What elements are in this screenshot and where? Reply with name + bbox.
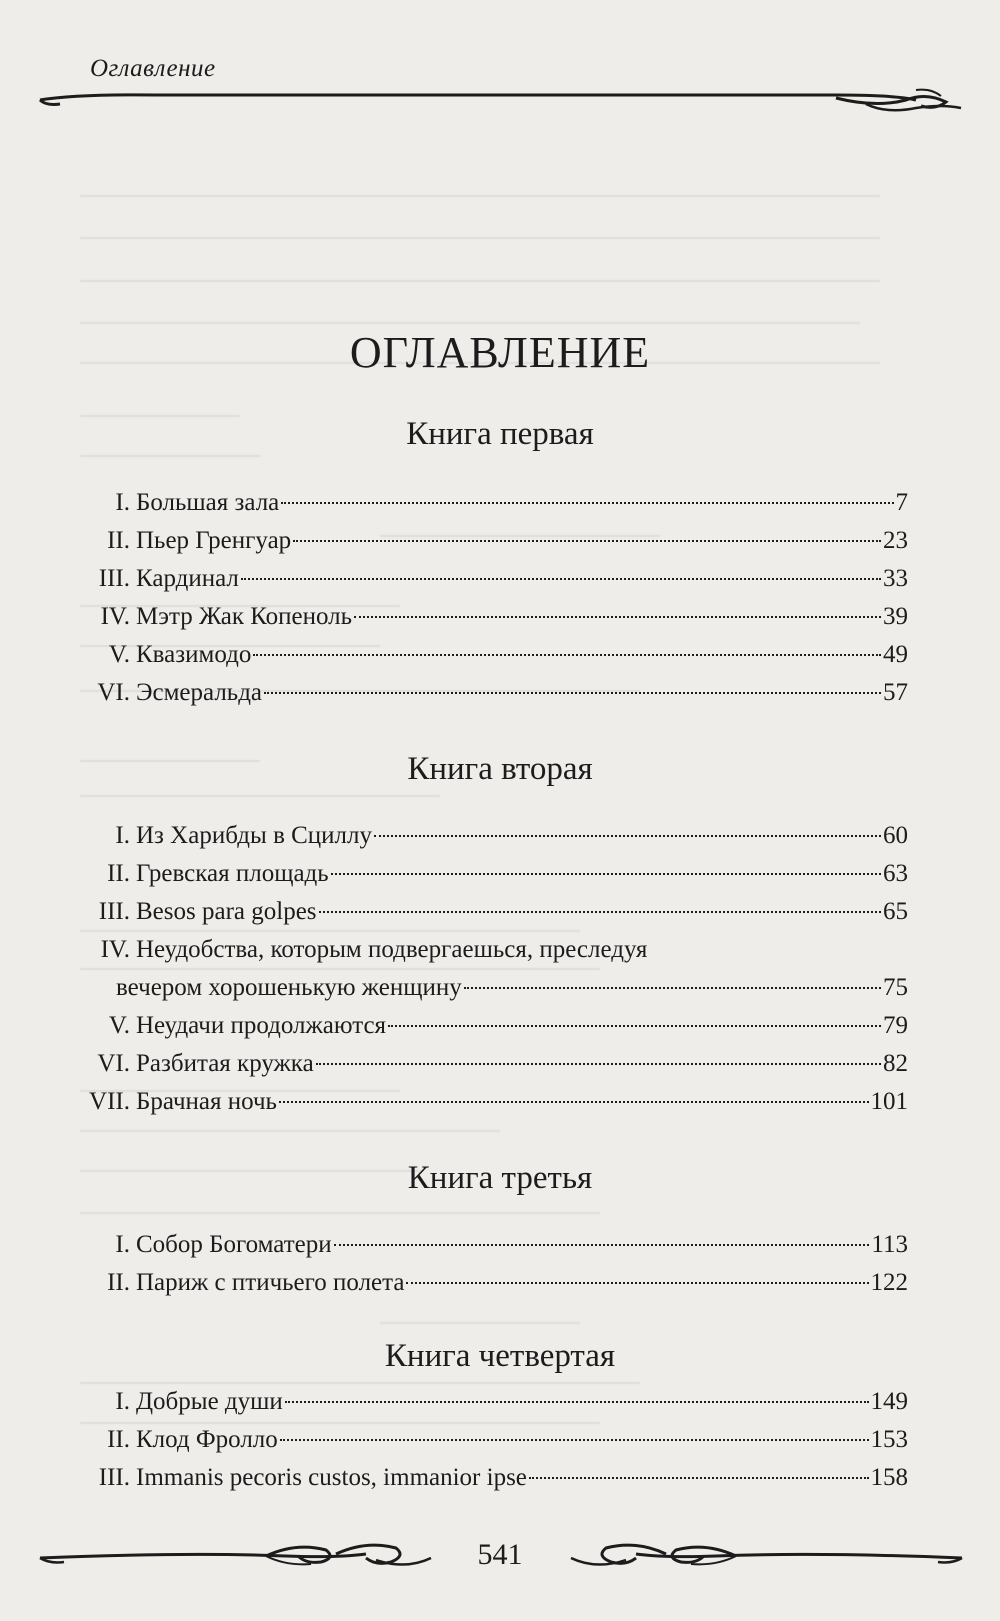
header-ornamental-rule xyxy=(36,86,966,116)
chapter-number: I. xyxy=(115,1388,130,1415)
chapter-title: Кардинал xyxy=(136,565,239,592)
dot-leader xyxy=(529,1477,869,1479)
chapter-title: Мэтр Жак Копеноль xyxy=(136,603,353,630)
chapter-number: V. xyxy=(108,1012,130,1039)
chapter-number: III. xyxy=(98,1464,130,1491)
chapter-page: 7 xyxy=(895,489,908,516)
chapter-number: III. xyxy=(98,898,130,925)
chapter-number: IV. xyxy=(100,936,130,963)
chapter-number: I. xyxy=(115,822,130,849)
toc-entry[interactable] xyxy=(70,1387,908,1419)
toc-entry[interactable] xyxy=(70,935,908,967)
chapter-page: 158 xyxy=(870,1464,908,1491)
chapter-title: Гревская площадь xyxy=(136,860,329,887)
toc-entry[interactable] xyxy=(70,859,908,891)
chapter-number: V. xyxy=(108,641,130,668)
chapter-title: Besos para golpes xyxy=(136,898,317,925)
running-head: Оглавление xyxy=(90,55,216,82)
chapter-number: VII. xyxy=(89,1088,130,1115)
chapter-page: 75 xyxy=(883,974,908,1001)
chapter-title: Пьер Гренгуар xyxy=(136,527,292,554)
chapter-page: 122 xyxy=(870,1269,908,1296)
chapter-number: I. xyxy=(115,489,130,516)
dot-leader xyxy=(293,540,881,542)
dot-leader xyxy=(388,1025,881,1027)
chapter-title: Собор Богоматери xyxy=(136,1231,332,1258)
chapter-title: Брачная ночь xyxy=(136,1088,277,1115)
dot-leader xyxy=(331,873,881,875)
chapter-title: Из Харибды в Сциллу xyxy=(136,822,373,849)
toc-entry[interactable] xyxy=(70,1230,908,1262)
dot-leader xyxy=(241,578,881,580)
chapter-title: Клод Фролло xyxy=(136,1426,278,1453)
chapter-number: II. xyxy=(107,1426,130,1453)
dot-leader xyxy=(319,911,881,913)
dot-leader xyxy=(253,654,881,656)
chapter-title: Неудобства, которым подвергаешься, преследуя xyxy=(136,936,648,963)
page-number: 541 xyxy=(477,1538,523,1571)
dot-leader xyxy=(374,835,881,837)
chapter-title: Неудачи продолжаются xyxy=(136,1012,387,1039)
chapter-title: Большая зала xyxy=(136,489,280,516)
chapter-page: 65 xyxy=(883,898,908,925)
toc-entry[interactable] xyxy=(70,1011,908,1043)
toc-entry[interactable] xyxy=(70,526,908,558)
dot-leader xyxy=(316,1063,881,1065)
chapter-page: 101 xyxy=(870,1088,908,1115)
chapter-title: Эсмеральда xyxy=(136,679,263,706)
book-heading: Книга первая xyxy=(406,416,594,452)
toc-entry[interactable] xyxy=(70,602,908,634)
chapter-page: 33 xyxy=(883,565,908,592)
toc-entry-continuation[interactable] xyxy=(116,973,908,1005)
dot-leader xyxy=(279,1101,869,1103)
dot-leader xyxy=(280,1439,869,1441)
toc-entry[interactable] xyxy=(70,1087,908,1119)
chapter-title: Квазимодо xyxy=(136,641,252,668)
chapter-page: 60 xyxy=(883,822,908,849)
toc-entry[interactable] xyxy=(70,678,908,710)
chapter-number: II. xyxy=(107,860,130,887)
toc-entry[interactable] xyxy=(70,488,908,520)
toc-entry[interactable] xyxy=(70,1268,908,1300)
dot-leader xyxy=(264,692,881,694)
toc-entry[interactable] xyxy=(70,640,908,672)
chapter-page: 23 xyxy=(883,527,908,554)
chapter-number: IV. xyxy=(100,603,130,630)
toc-entry[interactable] xyxy=(70,897,908,929)
chapter-page: 79 xyxy=(883,1012,908,1039)
chapter-page: 149 xyxy=(870,1388,908,1415)
dot-leader xyxy=(406,1282,868,1284)
chapter-number: III. xyxy=(98,565,130,592)
chapter-number: I. xyxy=(115,1231,130,1258)
book-heading: Книга вторая xyxy=(407,751,593,787)
chapter-number: II. xyxy=(107,1269,130,1296)
book-heading: Книга четвертая xyxy=(384,1338,616,1374)
book-heading: Книга третья xyxy=(407,1160,593,1196)
chapter-page: 39 xyxy=(883,603,908,630)
toc-entry[interactable] xyxy=(70,1425,908,1457)
chapter-page: 49 xyxy=(883,641,908,668)
chapter-title: Immanis pecoris custos, immanior ipse xyxy=(136,1464,527,1491)
dot-leader xyxy=(281,502,893,504)
dot-leader xyxy=(354,616,881,618)
chapter-title-continuation: вечером хорошенькую женщину xyxy=(116,974,462,1001)
chapter-number: II. xyxy=(107,527,130,554)
dot-leader xyxy=(285,1401,869,1403)
toc-entry[interactable] xyxy=(70,1463,908,1495)
chapter-page: 113 xyxy=(871,1231,908,1258)
chapter-title: Разбитая кружка xyxy=(136,1050,314,1077)
chapter-number: VI. xyxy=(97,1050,130,1077)
chapter-page: 63 xyxy=(883,860,908,887)
chapter-title: Париж с птичьего полета xyxy=(136,1269,405,1296)
chapter-page: 57 xyxy=(883,679,908,706)
dot-leader xyxy=(464,987,881,989)
chapter-number: VI. xyxy=(97,679,130,706)
chapter-page: 82 xyxy=(883,1050,908,1077)
toc-main-title: ОГЛАВЛЕНИЕ xyxy=(349,328,651,377)
chapter-page: 153 xyxy=(870,1426,908,1453)
toc-entry[interactable] xyxy=(70,1049,908,1081)
chapter-title: Добрые души xyxy=(136,1388,283,1415)
toc-entry[interactable] xyxy=(70,564,908,596)
toc-entry[interactable] xyxy=(70,821,908,853)
dot-leader xyxy=(334,1244,870,1246)
